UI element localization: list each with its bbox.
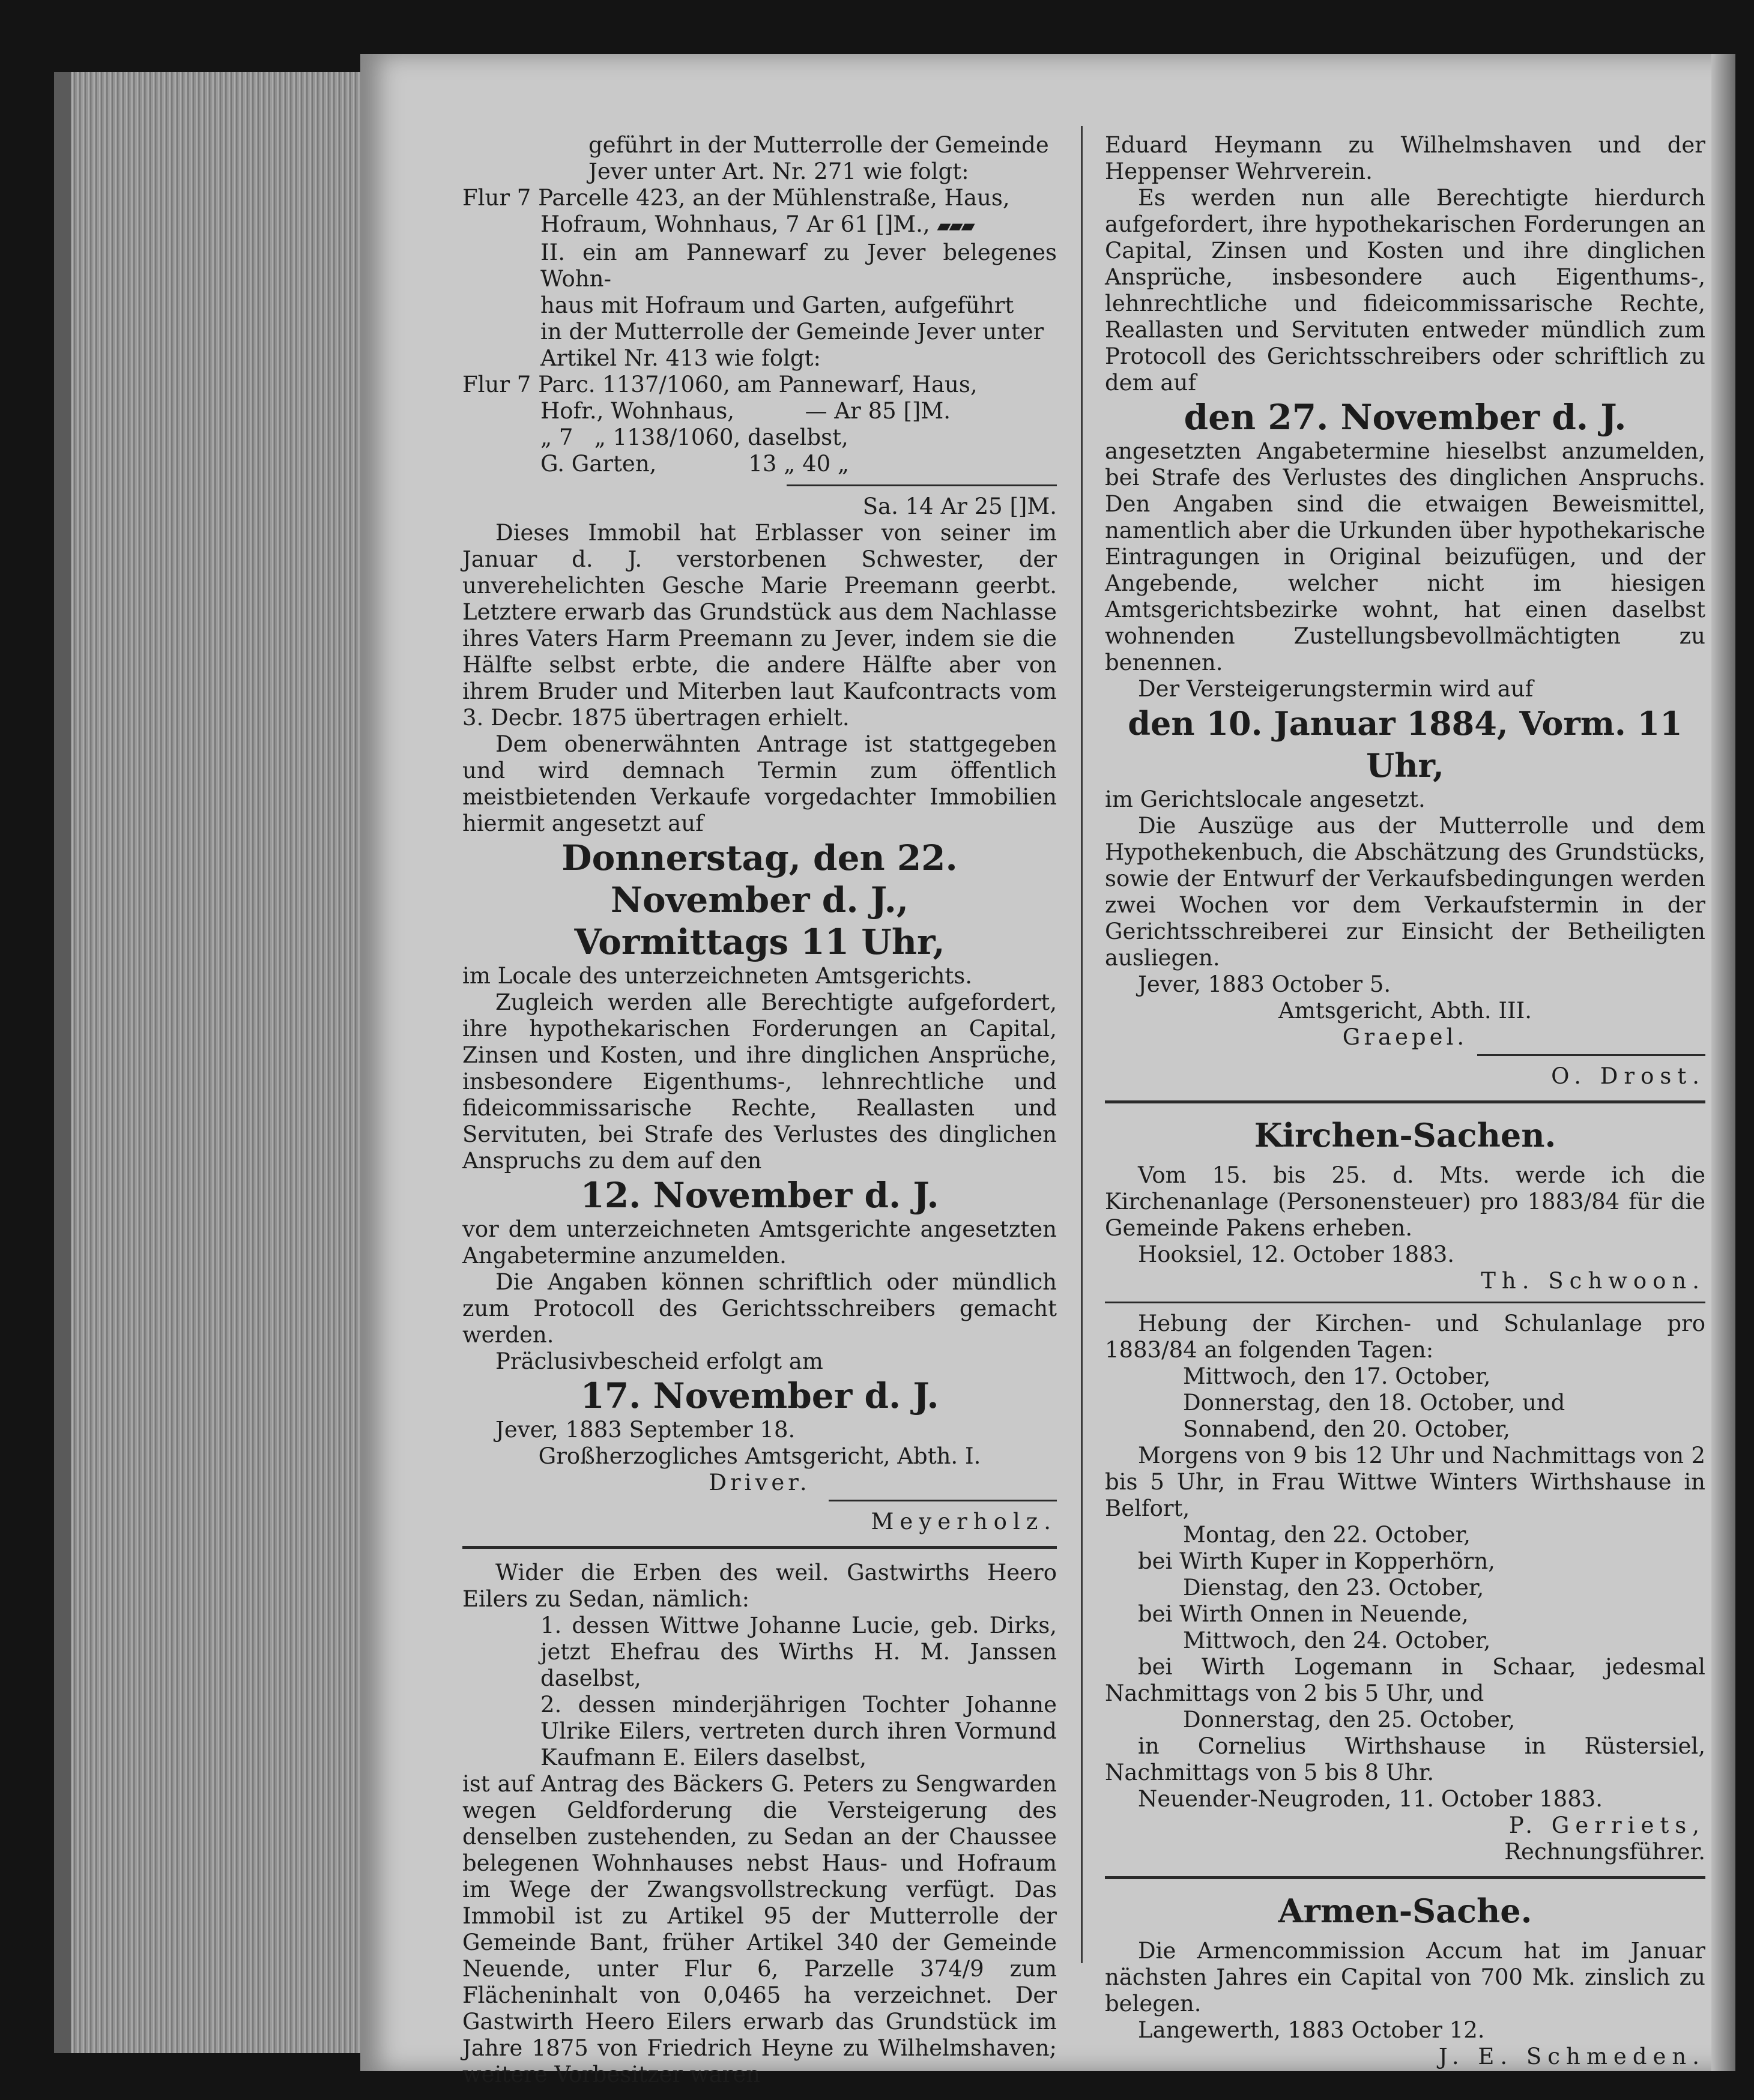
text-line: Flur 7 Parcelle 423, an der Mühlenstraße, Haus, (462, 185, 1010, 211)
text-line: geführt in der Mutterrolle der Gemeinde (588, 132, 1049, 158)
signature: P. Gerriets, (1508, 1812, 1705, 1838)
text-line: Flur 7 Parc. 1137/1060, am Pannewarf, Haus, (462, 372, 978, 397)
sum-rule (787, 484, 1057, 486)
signature-rule (1477, 1054, 1705, 1056)
schedule-date: Montag, den 22. October, (1183, 1522, 1471, 1548)
paragraph: Es werden nun alle Berechtigte hierdurch aufgefordert, ihre hypothekarischen Forderungen an Capital, Zinsen und Kosten und ihre dinglichen Ansprüche, insbesondere auch Eigenthums-, lehnrechtliche und fideicommissarische Rechte, Reallasten und Servituten entweder mündlich zum Protocoll des Gerichtsschreibers oder schriftlich zu dem auf (1105, 185, 1705, 396)
signature-rule (829, 1500, 1057, 1501)
signature: Th. Schwoon. (1481, 1268, 1705, 1294)
place-date: Jever, 1883 October 5. (1138, 971, 1391, 997)
schedule-date: Dienstag, den 23. October, (1183, 1575, 1484, 1601)
text-line: II. ein am Pannewarf zu Jever belegenes Wohn- (540, 240, 1057, 292)
place-date: Langewerth, 1883 October 12. (1138, 2017, 1485, 2043)
column-divider (1081, 126, 1083, 1963)
clerk-signature: O. Drost. (1551, 1063, 1705, 1089)
paragraph: Die Armencommission Accum hat im Januar nächsten Jahres ein Capital von 700 Mk. zinslich zu belegen. (1105, 1938, 1705, 2017)
place-date: Neuender-Neugroden, 11. October 1883. (1138, 1786, 1603, 1812)
text-line: Artikel Nr. 413 wie folgt: (540, 345, 821, 371)
schedule-date: Mittwoch, den 24. October, (1183, 1628, 1491, 1653)
date-heading: den 27. November d. J. (1184, 397, 1627, 438)
section-rule (1105, 1876, 1705, 1879)
paragraph: Präclusivbescheid erfolgt am (495, 1348, 823, 1374)
court-name: Großherzogliches Amtsgericht, Abth. I. (538, 1443, 981, 1469)
schedule-date: Mittwoch, den 17. October, (1183, 1363, 1491, 1389)
paragraph: Wider die Erben des weil. Gastwirths Heero Eilers zu Sedan, nämlich: (462, 1560, 1057, 1612)
page-fold-shadow (1711, 54, 1735, 2071)
stamp-mark-icon: ▰▰▰ (937, 216, 973, 237)
paragraph: Eduard Heymann zu Wilhelmshaven und der Heppenser Wehrverein. (1105, 132, 1705, 184)
signature-title: Rechnungsführer. (1504, 1839, 1705, 1865)
section-rule (462, 1546, 1057, 1549)
paragraph: vor dem unterzeichneten Amtsgerichte angesetzten Angabetermine anzumelden. (462, 1216, 1057, 1269)
paragraph: Morgens von 9 bis 12 Uhr und Nachmittags von 2 bis 5 Uhr, in Frau Wittwe Winters Wirthshause in Belfort, (1105, 1443, 1705, 1521)
text-line: „ 7 „ 1138/1060, daselbst, (540, 424, 848, 450)
place-date: Jever, 1883 September 18. (495, 1417, 796, 1443)
text-line: in der Mutterrolle der Gemeinde Jever unter (540, 319, 1044, 345)
book-page-edges (54, 72, 383, 2053)
paragraph: bei Wirth Logemann in Schaar, jedesmal Nachmittags von 2 bis 5 Uhr, und (1105, 1654, 1705, 1706)
newspaper-page (360, 54, 1735, 2087)
section-heading: Armen-Sache. (1278, 1892, 1532, 1930)
list-item: 2. dessen minderjährigen Tochter Johanne Ulrike Eilers, vertreten durch ihren Vormund Kaufmann E. Eilers daselbst, (540, 1692, 1057, 1770)
section-rule (1105, 1302, 1705, 1303)
paragraph: Dieses Immobil hat Erblasser von seiner im Januar d. J. verstorbenen Schwester, der unverehelichten Gesche Marie Preemann geerbt. Letztere erwarb das Grundstück aus dem Nachlasse ihres Vaters Harm Preemann zu Jever, indem sie die Hälfte selbst erbte, die andere Hälfte aber von ihrem Bruder und Miterben laut Kaufcontracts vom 3. Decbr. 1875 übertragen erhielt. (462, 520, 1057, 731)
paragraph: bei Wirth Kuper in Kopperhörn, (1138, 1548, 1495, 1574)
schedule-date: Donnerstag, den 25. October, (1183, 1707, 1516, 1733)
paragraph: Der Versteigerungstermin wird auf (1138, 676, 1534, 702)
judge-name: Driver. (709, 1470, 811, 1495)
date-heading: Vormittags 11 Uhr, (574, 922, 945, 962)
place-date: Hooksiel, 12. October 1883. (1138, 1242, 1455, 1267)
paragraph: angesetzten Angabetermine hieselbst anzumelden, bei Strafe des Verlustes des dinglichen Anspruchs. Den Angaben sind die etwaigen Beweismittel, namentlich aber die Urkunden über hypothekarische Eintragungen in Original beizufügen, und der Angebende, welcher nicht im hiesigen Amtsgerichtsbezirke wohnt, hat einen daselbst wohnenden Zustellungsbevollmächtigten zu benennen. (1105, 438, 1705, 675)
date-heading: Donnerstag, den 22. November d. J., (561, 837, 958, 920)
date-heading: 12. November d. J. (580, 1175, 939, 1216)
date-heading: den 10. Januar 1884, Vorm. 11 Uhr, (1128, 704, 1683, 785)
paragraph: in Cornelius Wirthshause in Rüstersiel, Nachmittags von 5 bis 8 Uhr. (1105, 1733, 1705, 1785)
text-line: Jever unter Art. Nr. 271 wie folgt: (588, 158, 969, 184)
paragraph: Vom 15. bis 25. d. Mts. werde ich die Kirchenanlage (Personensteuer) pro 1883/84 für die Gemeinde Pakens erheben. (1105, 1162, 1705, 1241)
signature: J. E. Schmeden. (1438, 2044, 1705, 2069)
paragraph: Die Angaben können schriftlich oder mündlich zum Protocoll des Gerichtsschreibers gemacht werden. (462, 1269, 1057, 1348)
right-column (1105, 132, 1705, 2070)
schedule-date: Sonnabend, den 20. October, (1183, 1416, 1510, 1442)
paragraph: im Locale des unterzeichneten Amtsgerichts. (462, 963, 973, 989)
paragraph: Zugleich werden alle Berechtigte aufgefordert, ihre hypothekarischen Forderungen an Capital, Zinsen und Kosten, und ihre dinglichen Ansprüche, insbesondere Eigenthums-, lehnrechtliche und fideicommissarische Rechte, Reallasten und Servituten, bei Strafe des Verlustes des dinglichen Anspruchs zu dem auf den (462, 989, 1057, 1174)
paragraph: Die Auszüge aus der Mutterrolle und dem Hypothekenbuch, die Abschätzung des Grundstücks, sowie der Entwurf der Verkaufsbedingungen werden zwei Wochen vor dem Verkaufstermin in der Gerichtsschreiberei zur Einsicht der Betheiligten ausliegen. (1105, 813, 1705, 971)
paragraph: Hebung der Kirchen- und Schulanlage pro 1883/84 an folgenden Tagen: (1105, 1311, 1705, 1363)
sum-line: Sa. 14 Ar 25 []M. (862, 493, 1057, 519)
court-name: Amtsgericht, Abth. III. (1278, 998, 1532, 1024)
left-column (462, 132, 1057, 2088)
text-line: G. Garten, 13 „ 40 „ (540, 451, 850, 477)
text-line: haus mit Hofraum und Garten, aufgeführt (540, 292, 1014, 318)
section-rule (1105, 1100, 1705, 1103)
paragraph: im Gerichtslocale angesetzt. (1105, 786, 1426, 812)
date-heading: 17. November d. J. (580, 1375, 939, 1416)
text-line: Hofraum, Wohnhaus, 7 Ar 61 []M., ▰▰▰ (540, 211, 973, 237)
judge-name: Graepel. (1342, 1024, 1468, 1050)
section-heading: Kirchen-Sachen. (1254, 1116, 1556, 1154)
list-item: 1. dessen Wittwe Johanne Lucie, geb. Dirks, jetzt Ehefrau des Wirths H. M. Janssen daselbst, (540, 1613, 1057, 1691)
schedule-date: Donnerstag, den 18. October, und (1183, 1390, 1565, 1416)
text-line: Hofr., Wohnhaus, — Ar 85 []M. (540, 398, 951, 424)
paragraph: Dem obenerwähnten Antrage ist stattgegeben und wird demnach Termin zum öffentlich meistbietenden Verkaufe vorgedachter Immobilien hiermit angesetzt auf (462, 731, 1057, 836)
paragraph: ist auf Antrag des Bäckers G. Peters zu Sengwarden wegen Geldforderung die Versteigerung des denselben zustehenden, zu Sedan an der Chaussee belegenen Wohnhauses nebst Haus- und Hofraum im Wege der Zwangsvollstreckung verfügt. Das Immobil ist zu Artikel 95 der Mutterrolle der Gemeinde Bant, früher Artikel 340 der Gemeinde Neuende, unter Flur 6, Parzelle 374/9 zum Flächeninhalt von 0,0465 ha verzeichnet. Der Gastwirth Heero Eilers erwarb das Grundstück im Jahre 1875 von Friedrich Heyne zu Wilhelmshaven; weitere Vorbesitzer waren (462, 1771, 1057, 2087)
paragraph: bei Wirth Onnen in Neuende, (1138, 1601, 1469, 1627)
clerk-signature: Meyerholz. (871, 1509, 1057, 1534)
